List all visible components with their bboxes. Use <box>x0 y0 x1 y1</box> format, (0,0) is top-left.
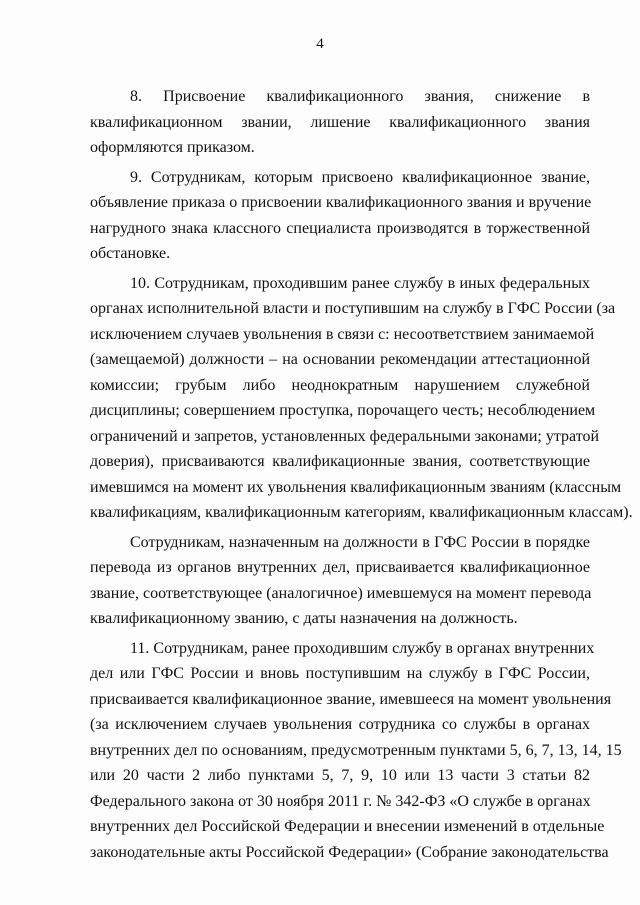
text-line: перевода из органов внутренних дел, присваивается квалификационное <box>90 559 590 576</box>
text-line: обстановке. <box>90 245 171 262</box>
text-line: Сотрудникам, назначенным на должности в ГФС России в порядке <box>130 533 590 551</box>
text-line: дел или ГФС России и вновь поступившим на службу в ГФС России, <box>90 665 590 682</box>
paragraph-10-continued <box>90 530 590 632</box>
text-line: 10. Сотрудникам, проходившим ранее службу в иных федеральных <box>130 274 590 292</box>
text-line: Федерального закона от 30 ноября 2011 г. № 342-ФЗ «О службе в органах <box>90 792 591 810</box>
text-line: квалификациям, квалификационным категориям, квалификационным классам). <box>90 504 633 521</box>
paragraph-11 <box>90 636 622 866</box>
text-line: дисциплины; совершением проступка, порочащего честь; несоблюдением <box>90 402 596 419</box>
text-line: комиссии; грубым либо неоднократным нарушением служебной <box>90 376 590 394</box>
text-line: 9. Сотрудникам, которым присвоено квалификационное звание, <box>130 168 590 186</box>
paragraph-10 <box>90 271 633 526</box>
text-line: внутренних дел по основаниям, предусмотренным пунктами 5, 6, 7, 13, 14, 15 <box>90 741 622 759</box>
text-line: 8. Присвоение квалификационного звания, снижение в <box>130 88 590 105</box>
text-line: нагрудного знака классного специалиста производятся в торжественной <box>90 219 590 237</box>
page-number: 4 <box>316 36 324 52</box>
text-line: оформляются приказом. <box>90 139 255 156</box>
text-line: имевшимся на момент их увольнения квалификационным званиям (классным <box>90 478 622 496</box>
text-line: 11. Сотрудникам, ранее проходившим службу в органах внутренних <box>130 639 595 657</box>
text-line: объявление приказа о присвоении квалификационного звания и вручение <box>90 194 592 211</box>
text-line: квалификационному званию, с даты назначения на должность. <box>90 610 518 627</box>
document-body <box>90 84 633 865</box>
text-line: (замещаемой) должности – на основании рекомендации аттестационной <box>90 351 590 368</box>
text-line: звание, соответствующее (аналогичное) имевшемуся на момент перевода <box>90 584 592 602</box>
text-line: ограничений и запретов, установленных федеральными законами; утратой <box>90 427 600 445</box>
text-line: органах исполнительной власти и поступившим на службу в ГФС России (за <box>90 300 616 317</box>
paragraph-8 <box>90 84 590 161</box>
paragraph-9 <box>90 165 590 267</box>
text-line: доверия), присваиваются квалификационные звания, соответствующие <box>90 453 590 470</box>
text-line: исключением случаев увольнения в связи с: несоответствием занимаемой <box>90 325 595 343</box>
text-line: внутренних дел Российской Федерации и внесении изменений в отдельные <box>90 818 605 835</box>
text-line: присваивается квалификационное звание, имевшееся на момент увольнения <box>90 690 612 708</box>
text-line: квалификационном звании, лишение квалификационного звания <box>90 113 590 131</box>
text-line: законодательные акты Российской Федерации» (Собрание законодательства <box>90 843 609 861</box>
text-line: (за исключением случаев увольнения сотрудника со службы в органах <box>90 716 590 733</box>
text-line: или 20 части 2 либо пунктами 5, 7, 9, 10 или 13 части 3 статьи 82 <box>90 767 590 784</box>
